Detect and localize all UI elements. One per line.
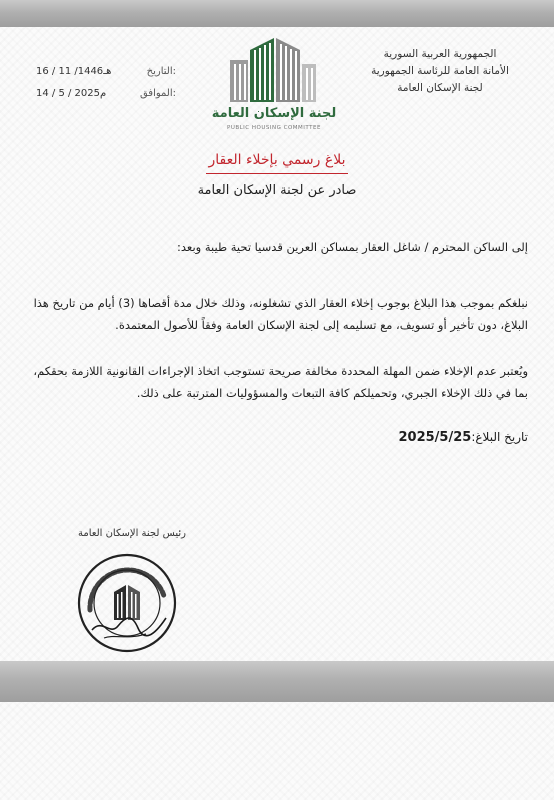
title-underline — [206, 173, 348, 174]
gregorian-date-value: 14 / 5 / 2025م — [36, 88, 107, 99]
date-header — [36, 61, 176, 105]
notice-subtitle: صادر عن لجنة الإسكان العامة — [197, 183, 357, 198]
org-header — [340, 46, 540, 97]
hijri-date-label: التاريخ: — [146, 66, 176, 77]
signatory-title: رئيس لجنة الإسكان العامة — [78, 528, 186, 539]
logo-title: لجنة الإسكان العامة — [211, 106, 337, 121]
greeting-paragraph: إلى الساكن المحترم / شاغل العقار بمساكن العرين قدسيا تحية طيبة وبعد: — [176, 240, 528, 254]
footer-band — [0, 661, 554, 702]
gregorian-date-row — [36, 83, 176, 105]
evacuation-paragraph: نبلغكم بموجب هذا البلاغ بوجوب إخلاء العقار الذي تشغلونه، وذلك خلال مدة أقصاها (3) أيام من تاريخ هذا البلاغ، دون تأخير أو تسويف، مع تسليمه إلى لجنة الإسكان العامة وفقاً للأصول المعتمدة. — [33, 296, 528, 332]
gregorian-date-label: الموافق: — [139, 88, 176, 99]
org-line-secretariat: الأمانة العامة للرئاسة الجمهورية — [371, 65, 509, 77]
org-line-country: الجمهورية العربية السورية — [383, 48, 497, 60]
handwritten-signature — [84, 596, 174, 646]
notice-date-value: 2025/5/25 — [398, 430, 472, 445]
hijri-date-row — [36, 61, 176, 83]
notice-date — [399, 430, 529, 445]
header-band — [0, 0, 554, 27]
consequence-paragraph: ويُعتبر عدم الإخلاء ضمن المهلة المحددة مخالفة صريحة تستوجب اتخاذ الإجراءات القانونية اللازمة بحقكم، بما في ذلك الإخلاء الجبري، وتحميلكم كافة التبعات والمسؤوليات المترتبة على ذلك. — [33, 364, 528, 400]
notice-date-label: تاريخ البلاغ: — [471, 430, 528, 444]
notice-title: بلاغ رسمي بإخلاء العقار — [208, 152, 346, 168]
org-line-committee: لجنة الإسكان العامة — [397, 82, 483, 94]
building-icon — [230, 38, 316, 102]
hijri-date-value: 16 / 11 /1446هـ — [36, 66, 112, 77]
logo-subtitle: PUBLIC HOUSING COMMITTEE — [227, 125, 321, 131]
